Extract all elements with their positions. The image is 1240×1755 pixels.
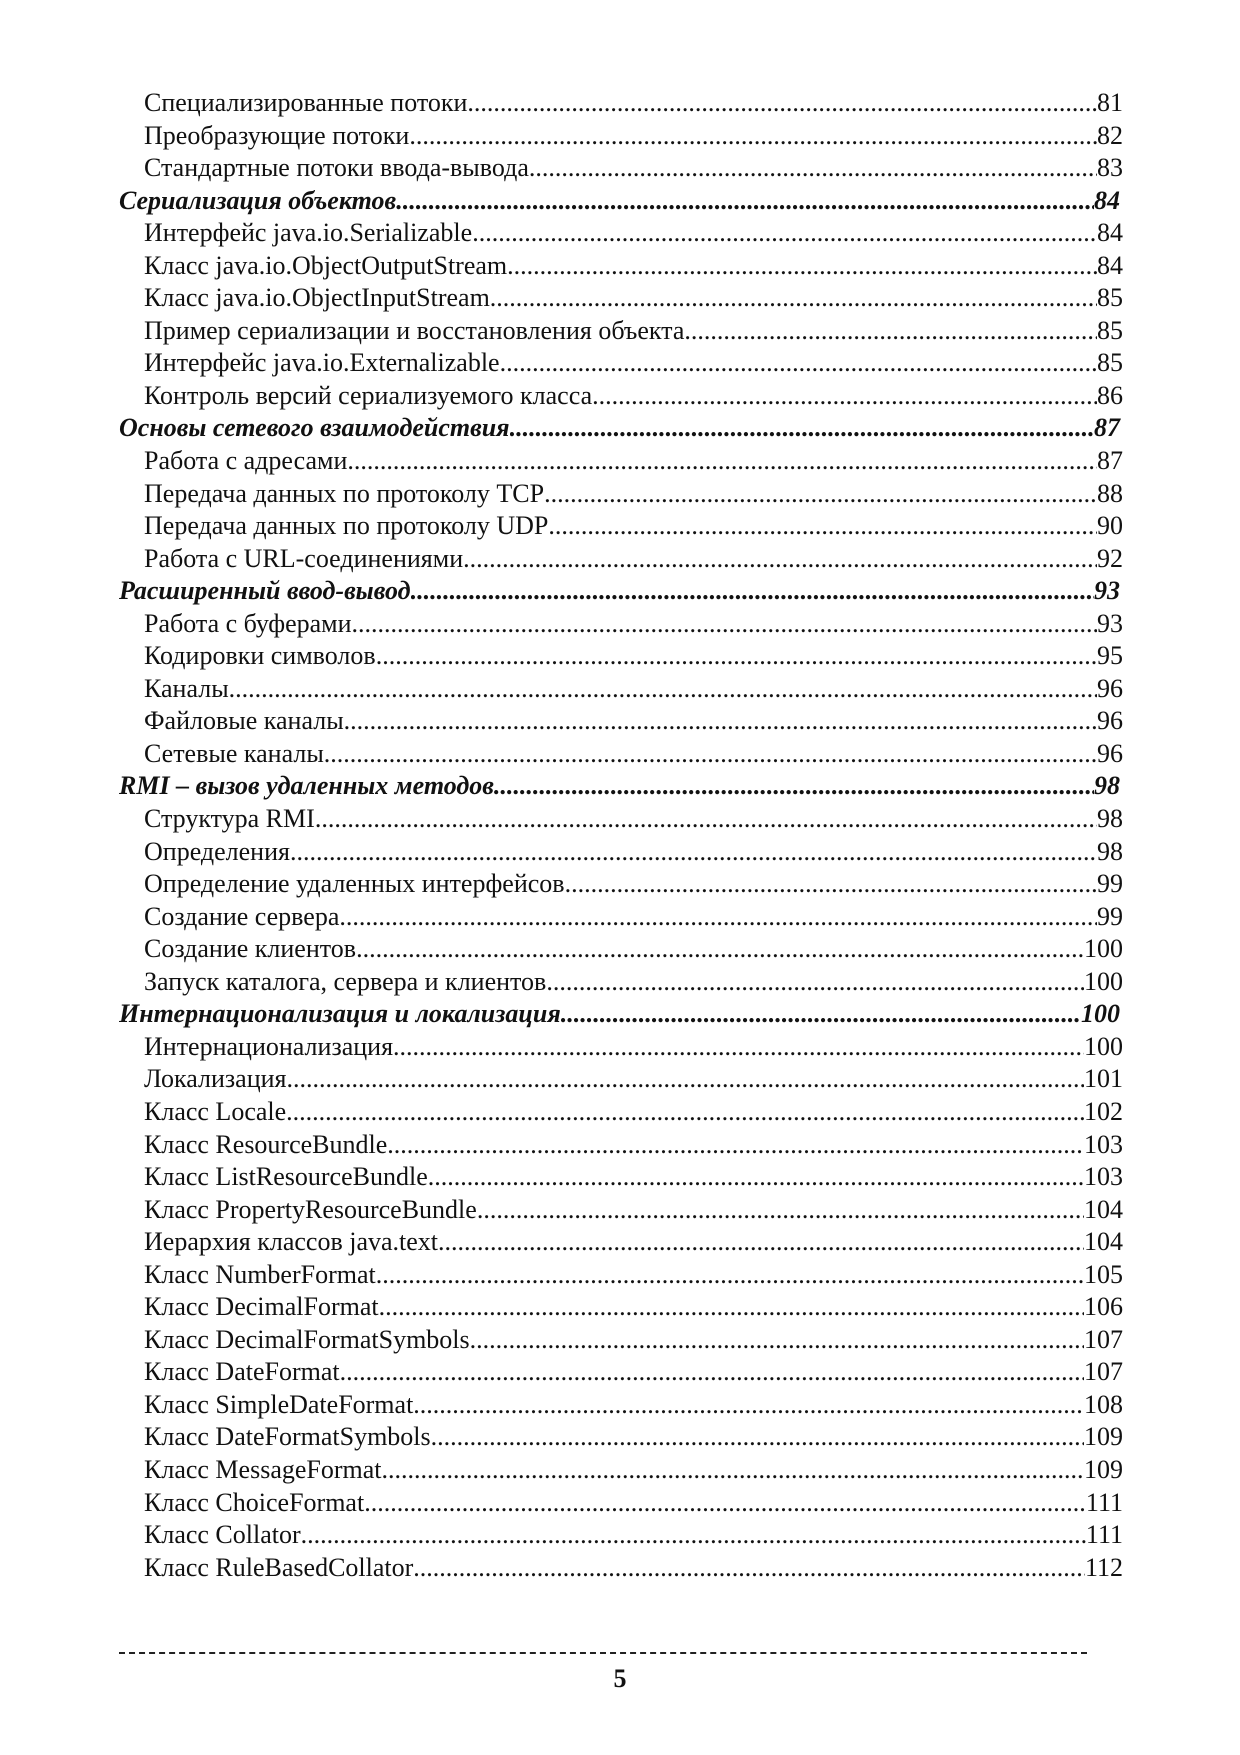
toc-dot-leader — [592, 380, 1097, 413]
toc-subsection-item[interactable] — [119, 543, 1123, 576]
toc-dot-leader — [413, 1552, 1085, 1585]
toc-section-heading[interactable] — [119, 998, 1123, 1031]
toc-dot-leader — [431, 1421, 1084, 1454]
table-of-contents — [119, 87, 1123, 1584]
toc-entry-title: Работа с URL-соединениями — [144, 543, 464, 573]
toc-entry-title: Запуск каталога, сервера и клиентов — [144, 966, 547, 996]
toc-entry-page-number: 84 — [1097, 250, 1123, 280]
toc-dot-leader — [684, 315, 1097, 348]
toc-entry-page-number: 85 — [1097, 348, 1123, 378]
toc-entry-page-number: 93 — [1094, 576, 1120, 606]
toc-entry-title: Класс NumberFormat — [144, 1259, 376, 1289]
toc-subsection-item[interactable] — [119, 738, 1123, 771]
toc-entry-title: Передача данных по протоколу TCP — [144, 478, 545, 508]
toc-dot-leader — [544, 478, 1097, 511]
toc-entry-title: Сериализация объектов — [119, 185, 397, 215]
toc-dot-leader — [379, 1291, 1084, 1324]
toc-entry-title: Сетевые каналы — [144, 738, 324, 768]
toc-entry-page-number: 100 — [1084, 966, 1123, 996]
toc-dot-leader — [548, 510, 1097, 543]
toc-entry-page-number: 99 — [1097, 869, 1123, 899]
toc-entry-page-number: 98 — [1097, 804, 1123, 834]
toc-entry-page-number: 87 — [1094, 413, 1120, 443]
toc-entry-title: Пример сериализации и восстановления объекта — [144, 315, 685, 345]
toc-entry-title: Класс PropertyResourceBundle — [144, 1194, 477, 1224]
toc-subsection-item[interactable] — [119, 87, 1123, 120]
toc-subsection-item[interactable] — [119, 478, 1123, 511]
toc-entry-page-number: 100 — [1081, 999, 1120, 1029]
toc-subsection-item[interactable] — [119, 282, 1123, 315]
toc-entry-title: Класс Locale — [144, 1096, 287, 1126]
toc-subsection-item[interactable] — [119, 836, 1123, 869]
toc-dot-leader — [529, 152, 1097, 185]
toc-entry-title: Контроль версий сериализуемого класса — [144, 380, 593, 410]
toc-dot-leader — [546, 966, 1084, 999]
toc-dot-leader — [428, 1161, 1084, 1194]
toc-dot-leader — [393, 1031, 1084, 1064]
toc-subsection-item[interactable] — [119, 1389, 1123, 1422]
toc-entry-page-number: 109 — [1084, 1422, 1123, 1452]
toc-entry-page-number: 96 — [1097, 673, 1123, 703]
toc-entry-title: Определение удаленных интерфейсов — [144, 869, 565, 899]
toc-entry-title: Создание сервера — [144, 901, 340, 931]
toc-section-heading[interactable] — [119, 575, 1123, 608]
toc-entry-title: Класс ListResourceBundle — [144, 1162, 428, 1192]
toc-subsection-item[interactable] — [119, 803, 1123, 836]
toc-entry-title: Каналы — [144, 673, 229, 703]
toc-entry-page-number: 87 — [1097, 446, 1123, 476]
toc-entry-page-number: 109 — [1084, 1454, 1123, 1484]
toc-subsection-item[interactable] — [119, 1487, 1123, 1520]
toc-entry-title: Работа с адресами — [144, 446, 348, 476]
toc-entry-page-number: 85 — [1097, 283, 1123, 313]
toc-entry-page-number: 83 — [1097, 153, 1123, 183]
toc-entry-page-number: 100 — [1084, 1031, 1123, 1061]
toc-subsection-item[interactable] — [119, 966, 1123, 999]
toc-entry-page-number: 85 — [1097, 315, 1123, 345]
toc-entry-page-number: 84 — [1094, 185, 1120, 215]
toc-subsection-item[interactable] — [119, 1291, 1123, 1324]
toc-subsection-item[interactable] — [119, 705, 1123, 738]
toc-entry-page-number: 104 — [1084, 1227, 1123, 1257]
toc-dot-leader — [409, 120, 1097, 153]
toc-entry-page-number: 98 — [1094, 771, 1120, 801]
toc-dot-leader — [382, 1454, 1084, 1487]
toc-entry-page-number: 86 — [1097, 380, 1123, 410]
toc-entry-title: Стандартные потоки ввода-вывода — [144, 153, 529, 183]
toc-dot-leader — [396, 185, 1094, 218]
toc-entry-title: Расширенный ввод-вывод — [119, 576, 411, 606]
toc-entry-title: Определения — [144, 836, 290, 866]
toc-subsection-item[interactable] — [119, 1096, 1123, 1129]
toc-entry-title: RMI – вызов удаленных методов — [119, 771, 494, 801]
toc-entry-title: Основы сетевого взаимодействия — [119, 413, 510, 443]
toc-entry-page-number: 107 — [1084, 1357, 1123, 1387]
toc-subsection-item[interactable] — [119, 1324, 1123, 1357]
toc-subsection-item[interactable] — [119, 347, 1123, 380]
toc-entry-title: Класс java.io.ObjectOutputStream — [144, 250, 508, 280]
toc-subsection-item[interactable] — [119, 1259, 1123, 1292]
toc-entry-page-number: 88 — [1097, 478, 1123, 508]
toc-entry-title: Класс RuleBasedCollator — [144, 1552, 414, 1582]
toc-dot-leader — [340, 1356, 1084, 1389]
toc-dot-leader — [463, 543, 1097, 576]
toc-dot-leader — [356, 933, 1084, 966]
toc-entry-page-number: 95 — [1097, 641, 1123, 671]
toc-subsection-item[interactable] — [119, 1129, 1123, 1162]
toc-subsection-item[interactable] — [119, 901, 1123, 934]
toc-dot-leader — [494, 770, 1094, 803]
toc-entry-page-number: 105 — [1084, 1259, 1123, 1289]
toc-entry-title: Передача данных по протоколу UDP — [144, 511, 549, 541]
toc-subsection-item[interactable] — [119, 1454, 1123, 1487]
toc-dot-leader — [561, 998, 1081, 1031]
toc-dot-leader — [339, 901, 1097, 934]
toc-entry-title: Создание клиентов — [144, 934, 357, 964]
toc-entry-title: Интерфейс java.io.Externalizable — [144, 348, 500, 378]
toc-entry-title: Файловые каналы — [144, 706, 344, 736]
toc-entry-title: Класс DateFormatSymbols — [144, 1422, 431, 1452]
toc-dot-leader — [500, 347, 1097, 380]
toc-section-heading[interactable] — [119, 770, 1123, 803]
toc-dot-leader — [438, 1226, 1084, 1259]
toc-subsection-item[interactable] — [119, 933, 1123, 966]
toc-entry-page-number: 102 — [1084, 1096, 1123, 1126]
toc-dot-leader — [229, 673, 1097, 706]
toc-entry-title: Иерархия классов java.text — [144, 1227, 439, 1257]
toc-entry-page-number: 108 — [1084, 1389, 1123, 1419]
toc-entry-title: Класс ChoiceFormat — [144, 1487, 365, 1517]
toc-entry-title: Класс ResourceBundle — [144, 1129, 388, 1159]
toc-entry-page-number: 101 — [1084, 1064, 1123, 1094]
toc-dot-leader — [352, 608, 1097, 641]
toc-subsection-item[interactable] — [119, 217, 1123, 250]
toc-entry-title: Класс Collator — [144, 1520, 301, 1550]
toc-entry-page-number: 93 — [1097, 608, 1123, 638]
toc-dot-leader — [510, 412, 1094, 445]
toc-subsection-item[interactable] — [119, 315, 1123, 348]
toc-entry-title: Кодировки символов — [144, 641, 376, 671]
toc-subsection-item[interactable] — [119, 120, 1123, 153]
toc-dot-leader — [467, 87, 1097, 120]
toc-subsection-item[interactable] — [119, 445, 1123, 478]
toc-dot-leader — [344, 705, 1097, 738]
toc-entry-page-number: 96 — [1097, 706, 1123, 736]
toc-entry-page-number: 92 — [1097, 543, 1123, 573]
toc-entry-title: Интерфейс java.io.Serializable — [144, 218, 473, 248]
toc-entry-page-number: 111 — [1085, 1520, 1123, 1550]
toc-entry-page-number: 111 — [1085, 1487, 1123, 1517]
toc-subsection-item[interactable] — [119, 1161, 1123, 1194]
toc-entry-title: Класс MessageFormat — [144, 1454, 382, 1484]
toc-subsection-item[interactable] — [119, 380, 1123, 413]
toc-dot-leader — [470, 1324, 1084, 1357]
toc-subsection-item[interactable] — [119, 1031, 1123, 1064]
toc-entry-page-number: 100 — [1084, 934, 1123, 964]
toc-dot-leader — [286, 1063, 1084, 1096]
toc-entry-page-number: 99 — [1097, 901, 1123, 931]
toc-entry-title: Специализированные потоки — [144, 88, 468, 117]
toc-entry-page-number: 107 — [1084, 1324, 1123, 1354]
footer-divider — [119, 1652, 1087, 1654]
toc-entry-title: Структура RMI — [144, 804, 315, 834]
toc-entry-page-number: 106 — [1084, 1292, 1123, 1322]
toc-dot-leader — [387, 1129, 1084, 1162]
toc-dot-leader — [411, 575, 1094, 608]
toc-entry-page-number: 90 — [1097, 511, 1123, 541]
toc-entry-title: Интернационализация и локализация — [119, 999, 561, 1029]
toc-dot-leader — [286, 1096, 1084, 1129]
toc-dot-leader — [565, 868, 1097, 901]
toc-subsection-item[interactable] — [119, 1421, 1123, 1454]
toc-entry-page-number: 112 — [1084, 1552, 1123, 1582]
toc-entry-title: Интернационализация — [144, 1031, 394, 1061]
toc-entry-title: Класс DecimalFormatSymbols — [144, 1324, 470, 1354]
toc-dot-leader — [290, 836, 1097, 869]
toc-entry-title: Класс DecimalFormat — [144, 1292, 379, 1322]
toc-entry-page-number: 82 — [1097, 120, 1123, 150]
toc-entry-title: Класс DateFormat — [144, 1357, 340, 1387]
toc-subsection-item[interactable] — [119, 1063, 1123, 1096]
toc-dot-leader — [315, 803, 1097, 836]
toc-dot-leader — [347, 445, 1097, 478]
toc-dot-leader — [376, 1259, 1084, 1292]
toc-subsection-item[interactable] — [119, 250, 1123, 283]
toc-subsection-item[interactable] — [119, 1552, 1123, 1585]
toc-entry-title: Локализация — [144, 1064, 287, 1094]
toc-section-heading[interactable] — [119, 185, 1123, 218]
toc-entry-page-number: 103 — [1084, 1129, 1123, 1159]
toc-dot-leader — [301, 1519, 1086, 1552]
toc-dot-leader — [324, 738, 1097, 771]
toc-subsection-item[interactable] — [119, 640, 1123, 673]
toc-subsection-item[interactable] — [119, 1519, 1123, 1552]
toc-dot-leader — [413, 1389, 1084, 1422]
toc-dot-leader — [490, 282, 1097, 315]
toc-entry-page-number: 96 — [1097, 738, 1123, 768]
toc-subsection-item[interactable] — [119, 673, 1123, 706]
toc-entry-page-number: 104 — [1084, 1194, 1123, 1224]
toc-subsection-item[interactable] — [119, 868, 1123, 901]
toc-dot-leader — [364, 1487, 1086, 1520]
toc-entry-page-number: 98 — [1097, 836, 1123, 866]
toc-dot-leader — [472, 217, 1097, 250]
toc-entry-title: Класс SimpleDateFormat — [144, 1389, 414, 1419]
toc-subsection-item[interactable] — [119, 1226, 1123, 1259]
page-number: 5 — [613, 1664, 627, 1693]
toc-entry-page-number: 84 — [1097, 218, 1123, 248]
toc-subsection-item[interactable] — [119, 608, 1123, 641]
toc-entry-title: Класс java.io.ObjectInputStream — [144, 283, 490, 313]
toc-dot-leader — [376, 640, 1097, 673]
toc-dot-leader — [507, 250, 1097, 283]
toc-entry-title: Преобразующие потоки — [144, 120, 410, 150]
toc-subsection-item[interactable] — [119, 1356, 1123, 1389]
toc-subsection-item[interactable] — [119, 1194, 1123, 1227]
toc-entry-page-number: 81 — [1097, 88, 1123, 117]
toc-entry-page-number: 103 — [1084, 1162, 1123, 1192]
toc-entry-title: Работа с буферами — [144, 608, 352, 638]
toc-section-heading[interactable] — [119, 412, 1123, 445]
toc-subsection-item[interactable] — [119, 152, 1123, 185]
toc-dot-leader — [477, 1194, 1084, 1227]
toc-subsection-item[interactable] — [119, 510, 1123, 543]
